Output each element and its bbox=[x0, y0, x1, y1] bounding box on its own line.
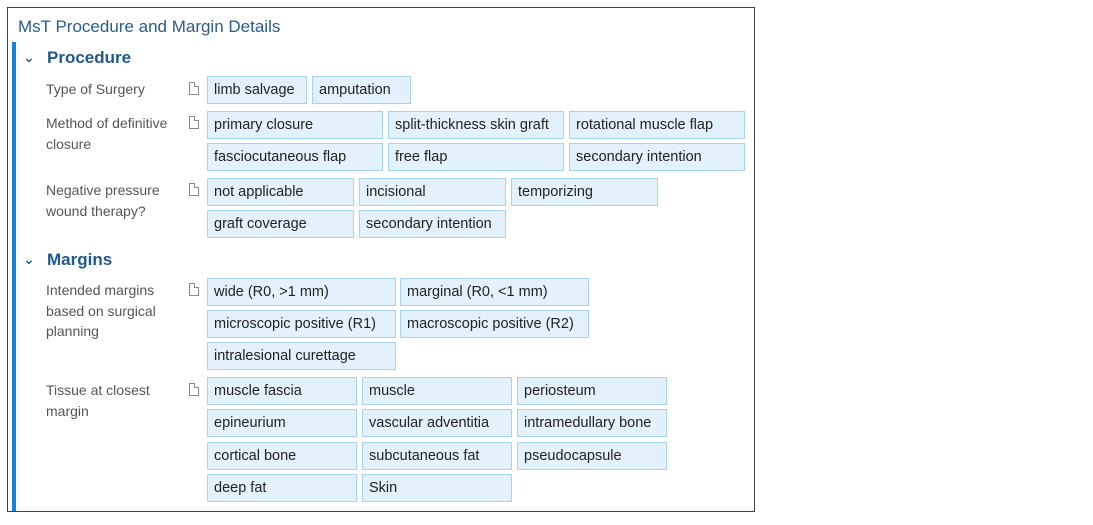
option-deep-fat[interactable]: deep fat bbox=[207, 474, 357, 502]
option-primary-closure[interactable]: primary closure bbox=[207, 111, 383, 139]
option-muscle[interactable]: muscle bbox=[362, 377, 512, 405]
option-free-flap[interactable]: free flap bbox=[388, 143, 564, 171]
option-vascular-adventitia[interactable]: vascular adventitia bbox=[362, 409, 512, 437]
field-label-intended-margins: Intended margins based on surgical planning bbox=[46, 282, 156, 339]
option-periosteum[interactable]: periosteum bbox=[517, 377, 667, 405]
option-microscopic-positive-r1[interactable]: microscopic positive (R1) bbox=[207, 310, 396, 338]
document-icon[interactable] bbox=[189, 82, 199, 95]
document-icon[interactable] bbox=[189, 283, 199, 296]
option-subcutaneous-fat[interactable]: subcutaneous fat bbox=[362, 442, 512, 470]
section-header-procedure[interactable] bbox=[23, 48, 131, 68]
option-secondary-intention-npwt[interactable]: secondary intention bbox=[359, 210, 506, 238]
section-title-procedure: Procedure bbox=[47, 48, 132, 67]
document-icon[interactable] bbox=[189, 383, 199, 396]
document-icon[interactable] bbox=[189, 116, 199, 129]
option-intramedullary-bone[interactable]: intramedullary bone bbox=[517, 409, 667, 437]
option-macroscopic-positive-r2[interactable]: macroscopic positive (R2) bbox=[400, 310, 589, 338]
section-header-margins[interactable] bbox=[23, 250, 112, 270]
option-skin[interactable]: Skin bbox=[362, 474, 512, 502]
chevron-down-icon[interactable]: ⌄ bbox=[23, 50, 35, 66]
option-graft-coverage[interactable]: graft coverage bbox=[207, 210, 354, 238]
option-temporizing[interactable]: temporizing bbox=[511, 178, 658, 206]
option-cortical-bone[interactable]: cortical bone bbox=[207, 442, 357, 470]
chevron-down-icon[interactable]: ⌄ bbox=[23, 252, 35, 268]
field-label-method-of-closure: Method of definitive closure bbox=[46, 115, 168, 152]
option-intralesional-curettage[interactable]: intralesional curettage bbox=[207, 342, 396, 370]
section-title-margins: Margins bbox=[47, 250, 113, 269]
option-split-thickness-skin-graft[interactable]: split-thickness skin graft bbox=[388, 111, 564, 139]
option-fasciocutaneous-flap[interactable]: fasciocutaneous flap bbox=[207, 143, 383, 171]
option-amputation[interactable]: amputation bbox=[312, 76, 411, 104]
document-icon[interactable] bbox=[189, 183, 199, 196]
section-accent-bar bbox=[12, 42, 16, 512]
option-rotational-muscle-flap[interactable]: rotational muscle flap bbox=[569, 111, 745, 139]
procedure-margin-panel bbox=[7, 7, 755, 512]
field-label-type-of-surgery: Type of Surgery bbox=[46, 81, 145, 97]
option-muscle-fascia[interactable]: muscle fascia bbox=[207, 377, 357, 405]
panel-title: MsT Procedure and Margin Details bbox=[18, 17, 281, 36]
option-secondary-intention[interactable]: secondary intention bbox=[569, 143, 745, 171]
option-pseudocapsule[interactable]: pseudocapsule bbox=[517, 442, 667, 470]
option-epineurium[interactable]: epineurium bbox=[207, 409, 357, 437]
option-marginal-r0[interactable]: marginal (R0, <1 mm) bbox=[400, 278, 589, 306]
field-label-tissue-closest-margin: Tissue at closest margin bbox=[46, 382, 150, 419]
option-not-applicable[interactable]: not applicable bbox=[207, 178, 354, 206]
field-label-npwt: Negative pressure wound therapy? bbox=[46, 182, 160, 219]
option-limb-salvage[interactable]: limb salvage bbox=[207, 76, 307, 104]
option-incisional[interactable]: incisional bbox=[359, 178, 506, 206]
option-wide-r0[interactable]: wide (R0, >1 mm) bbox=[207, 278, 396, 306]
